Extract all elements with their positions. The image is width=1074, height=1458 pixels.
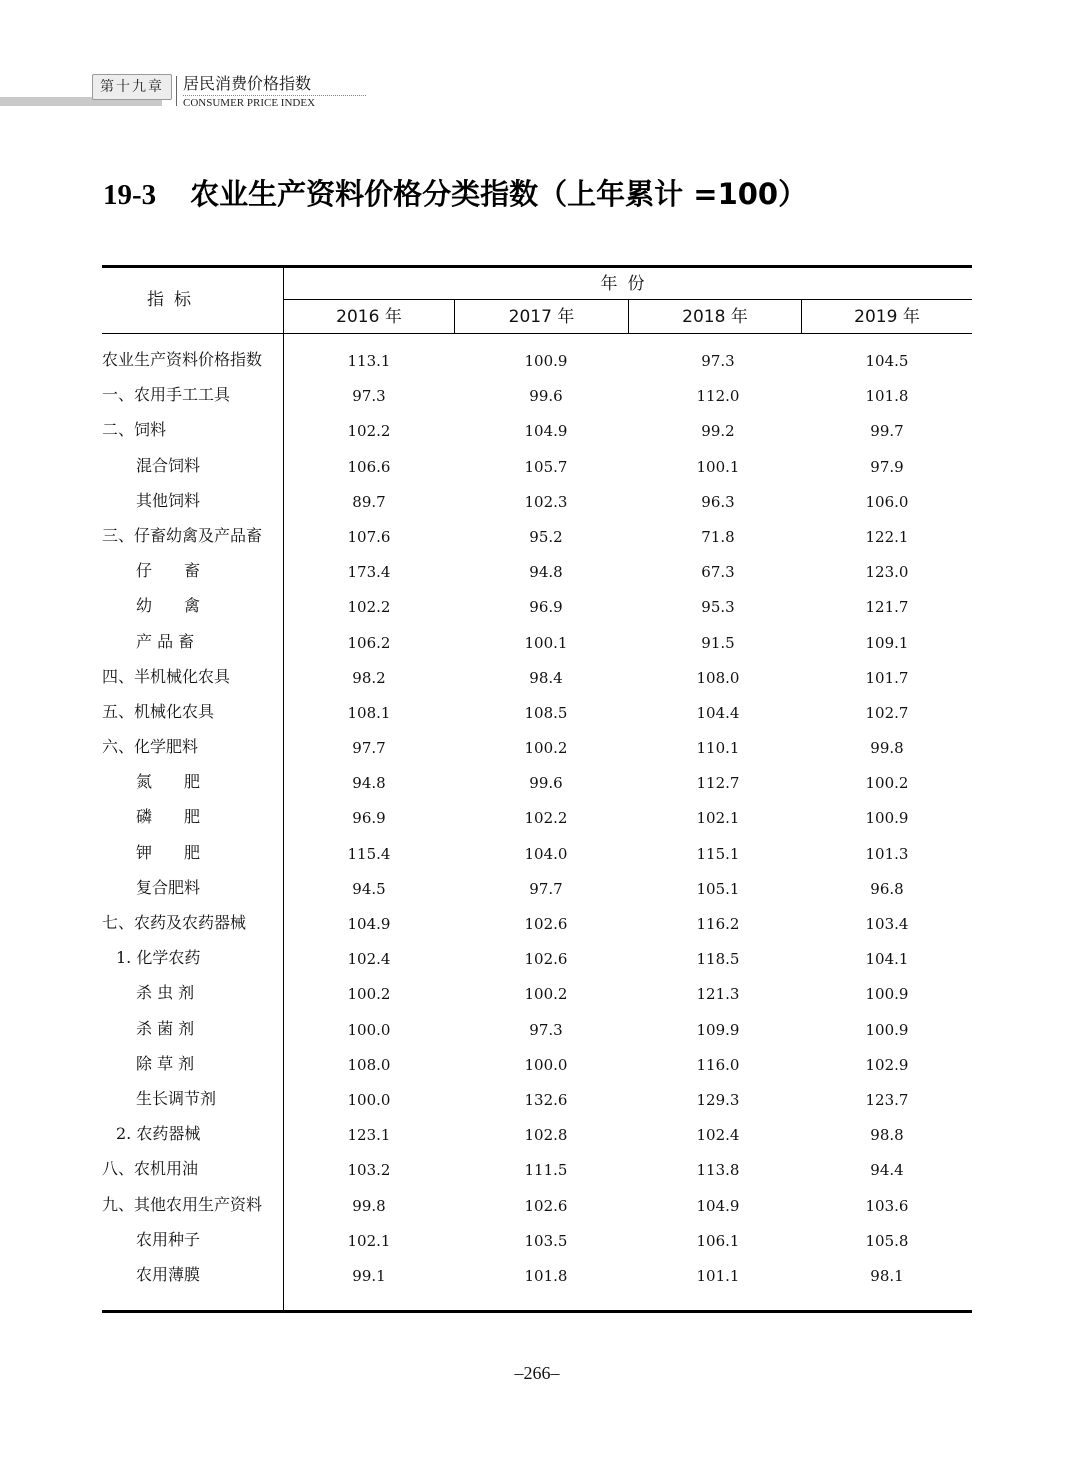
table-cell: 100.9	[865, 1020, 909, 1039]
table-cell: 103.4	[865, 915, 909, 933]
table-cell: 115.1	[696, 844, 740, 863]
table-cell: 108.0	[696, 668, 740, 687]
table-row	[0, 485, 1074, 520]
table-cell: 102.8	[524, 1126, 568, 1145]
table-cell: 98.8	[870, 1126, 904, 1145]
table-cell: 98.4	[529, 668, 563, 687]
table-cell: 123.0	[865, 563, 909, 582]
table-row	[0, 1153, 1074, 1188]
row-label: 七、农药及农药器械	[102, 913, 247, 932]
table-cell: 121.7	[865, 598, 909, 617]
table-row	[0, 450, 1074, 485]
table-cell: 105.7	[524, 457, 568, 476]
table-cell: 100.2	[865, 774, 909, 793]
row-label: 一、农用手工工具	[102, 385, 231, 405]
table-cell: 99.7	[870, 422, 904, 441]
table-cell: 94.5	[352, 879, 386, 898]
table-cell: 94.8	[529, 563, 563, 582]
year-group-header: 年份	[600, 274, 655, 294]
header-title-cn: 居民消费价格指数	[183, 74, 312, 93]
table-cell: 100.9	[524, 352, 568, 370]
table-cell: 100.2	[524, 985, 568, 1004]
table-cell: 101.8	[865, 387, 909, 406]
table-cell: 94.8	[352, 774, 386, 793]
table-cell: 104.4	[696, 703, 740, 722]
table-cell: 97.7	[352, 739, 386, 758]
header-title-en: CONSUMER PRICE INDEX	[183, 97, 316, 109]
table-cell: 97.9	[870, 457, 904, 476]
table-row	[0, 1048, 1074, 1083]
table-row	[0, 661, 1074, 696]
table-cell: 115.4	[347, 844, 391, 863]
table-body	[0, 344, 1074, 1294]
table-cell: 108.1	[347, 703, 391, 722]
row-label: 农用薄膜	[136, 1264, 201, 1284]
table-row	[0, 837, 1074, 872]
table-cell: 71.8	[701, 527, 735, 546]
table-cell: 116.2	[696, 915, 740, 933]
table-cell: 101.1	[696, 1266, 740, 1285]
row-label: 氮 肥	[136, 772, 201, 792]
table-cell: 96.3	[701, 492, 735, 511]
column-header: 2016 年	[336, 307, 402, 327]
table-cell: 95.3	[701, 598, 735, 617]
table-cell: 123.7	[865, 1090, 909, 1109]
table-cell: 102.7	[865, 703, 909, 722]
table-cell: 129.3	[696, 1090, 740, 1109]
table-cell: 104.0	[524, 844, 568, 863]
table-row	[0, 1189, 1074, 1224]
table-cell: 106.6	[347, 457, 391, 476]
table-cell: 89.7	[352, 492, 386, 511]
table-row	[0, 801, 1074, 836]
table-row	[0, 766, 1074, 801]
table-cell: 101.3	[865, 844, 909, 863]
table-cell: 99.6	[529, 774, 563, 793]
row-label: 农业生产资料价格指数	[102, 350, 263, 369]
table-cell: 105.1	[696, 879, 740, 898]
table-cell: 100.1	[524, 633, 568, 652]
table-cell: 104.5	[865, 352, 909, 370]
row-label: 杀 虫 剂	[136, 983, 195, 1003]
table-title-text: 农业生产资料价格分类指数（上年累计 =100）	[190, 177, 808, 211]
table-cell: 104.9	[524, 422, 568, 441]
table-cell: 102.6	[524, 950, 568, 969]
table-cell: 113.1	[347, 352, 391, 370]
table-cell: 97.3	[701, 352, 735, 370]
table-cell: 112.0	[696, 387, 740, 406]
table-cell: 99.2	[701, 422, 735, 441]
table-cell: 102.2	[347, 422, 391, 441]
table-cell: 102.2	[347, 598, 391, 617]
table-cell: 103.5	[524, 1231, 568, 1250]
table-cell: 101.8	[524, 1266, 568, 1285]
table-cell: 97.7	[529, 879, 563, 898]
table-row	[0, 907, 1074, 942]
table-cell: 106.0	[865, 492, 909, 511]
table-cell: 113.8	[696, 1161, 740, 1180]
table-bottom-rule	[102, 1310, 972, 1313]
table-cell: 100.0	[347, 1090, 391, 1109]
stub-header: 指标	[147, 290, 201, 310]
table-cell: 98.2	[352, 668, 386, 687]
table-cell: 98.1	[870, 1266, 904, 1285]
table-row	[0, 1118, 1074, 1153]
table-number: 19-3	[103, 179, 157, 211]
table-cell: 102.4	[347, 950, 391, 969]
table-cell: 102.1	[347, 1231, 391, 1250]
table-cell: 123.1	[347, 1126, 391, 1145]
table-cell: 100.0	[347, 1020, 391, 1039]
table-row	[0, 379, 1074, 414]
table-cell: 108.0	[347, 1055, 391, 1074]
table-row	[0, 1013, 1074, 1048]
table-cell: 104.9	[347, 915, 391, 933]
table-cell: 96.9	[529, 598, 563, 617]
table-cell: 104.1	[865, 950, 909, 969]
table-cell: 95.2	[529, 527, 563, 546]
header-bottom-rule	[102, 333, 972, 334]
table-cell: 121.3	[696, 985, 740, 1004]
row-label: 六、化学肥料	[102, 737, 199, 757]
table-cell: 100.2	[524, 739, 568, 758]
table-cell: 102.3	[524, 492, 568, 511]
row-label: 钾 肥	[136, 842, 201, 862]
table-row	[0, 520, 1074, 555]
row-label: 二、饲料	[102, 420, 167, 440]
row-label: 除 草 剂	[136, 1053, 195, 1073]
table-row	[0, 344, 1074, 379]
table-row	[0, 1083, 1074, 1118]
row-label: 农用种子	[136, 1229, 201, 1249]
row-label: 仔 畜	[136, 561, 201, 581]
column-header: 2018 年	[682, 307, 748, 327]
table-cell: 106.2	[347, 633, 391, 652]
row-label: 产 品 畜	[136, 631, 195, 651]
row-label: 生长调节剂	[136, 1088, 217, 1108]
table-row	[0, 1224, 1074, 1259]
table-cell: 112.7	[696, 774, 740, 793]
row-label: 1. 化学农药	[116, 948, 201, 968]
table-cell: 100.9	[865, 985, 909, 1004]
table-cell: 102.4	[696, 1126, 740, 1145]
row-label: 八、农机用油	[102, 1159, 199, 1179]
row-label: 杀 菌 剂	[136, 1018, 195, 1038]
table-row	[0, 590, 1074, 625]
table-cell: 111.5	[524, 1161, 568, 1180]
row-label: 五、机械化农具	[102, 701, 215, 721]
row-label: 2. 农药器械	[116, 1124, 201, 1144]
table-cell: 102.9	[865, 1055, 909, 1074]
table-row	[0, 731, 1074, 766]
row-label: 磷 肥	[136, 807, 201, 827]
table-cell: 116.0	[696, 1055, 740, 1074]
table-cell: 103.6	[865, 1196, 909, 1215]
table-title	[103, 172, 807, 217]
table-cell: 109.9	[696, 1020, 740, 1039]
table-cell: 99.8	[870, 739, 904, 758]
row-label: 九、其他农用生产资料	[102, 1194, 263, 1214]
row-label: 四、半机械化农具	[102, 666, 231, 686]
table-cell: 67.3	[701, 563, 735, 582]
table-cell: 100.2	[347, 985, 391, 1004]
row-label: 其他饲料	[136, 490, 201, 510]
table-row	[0, 872, 1074, 907]
chapter-label: 第十九章	[92, 74, 172, 100]
table-row	[0, 626, 1074, 661]
row-label: 混合饲料	[136, 455, 201, 475]
table-cell: 91.5	[701, 633, 735, 652]
table-cell: 110.1	[696, 739, 740, 758]
table-cell: 107.6	[347, 527, 391, 546]
table-cell: 122.1	[865, 527, 909, 546]
table-cell: 109.1	[865, 633, 909, 652]
page-number: –266–	[514, 1363, 560, 1383]
table-cell: 94.4	[870, 1161, 904, 1180]
table-cell: 173.4	[347, 563, 391, 582]
table-top-rule	[102, 265, 972, 268]
table-cell: 99.6	[529, 387, 563, 406]
table-cell: 100.1	[696, 457, 740, 476]
column-header: 2017 年	[508, 307, 575, 327]
table-row	[0, 1259, 1074, 1294]
table-cell: 97.3	[529, 1020, 563, 1039]
table-cell: 102.6	[524, 1196, 568, 1215]
table-cell: 102.6	[524, 915, 568, 933]
row-label: 幼 禽	[136, 596, 201, 616]
table-cell: 100.9	[865, 809, 909, 828]
table-cell: 99.1	[352, 1266, 386, 1285]
table-cell: 102.2	[524, 809, 568, 828]
table-cell: 118.5	[696, 950, 740, 969]
table-cell: 101.7	[865, 668, 909, 687]
table-cell: 100.0	[524, 1055, 568, 1074]
header-divider	[176, 76, 177, 106]
table-cell: 108.5	[524, 703, 568, 722]
table-cell: 97.3	[352, 387, 386, 406]
table-cell: 96.8	[870, 879, 904, 898]
table-cell: 102.1	[696, 809, 740, 828]
table-cell: 104.9	[696, 1196, 740, 1215]
table-row	[0, 414, 1074, 449]
table-cell: 105.8	[865, 1231, 909, 1250]
table-cell: 103.2	[347, 1161, 391, 1180]
table-row	[0, 555, 1074, 590]
table-cell: 96.9	[352, 809, 386, 828]
table-row	[0, 696, 1074, 731]
table-row	[0, 977, 1074, 1012]
table-cell: 132.6	[524, 1090, 568, 1109]
row-label: 三、仔畜幼禽及产品畜	[102, 525, 263, 545]
column-header: 2019 年	[854, 307, 920, 327]
row-label: 复合肥料	[136, 877, 201, 897]
table-row	[0, 942, 1074, 977]
table-cell: 99.8	[352, 1196, 386, 1215]
table-cell: 106.1	[696, 1231, 740, 1250]
